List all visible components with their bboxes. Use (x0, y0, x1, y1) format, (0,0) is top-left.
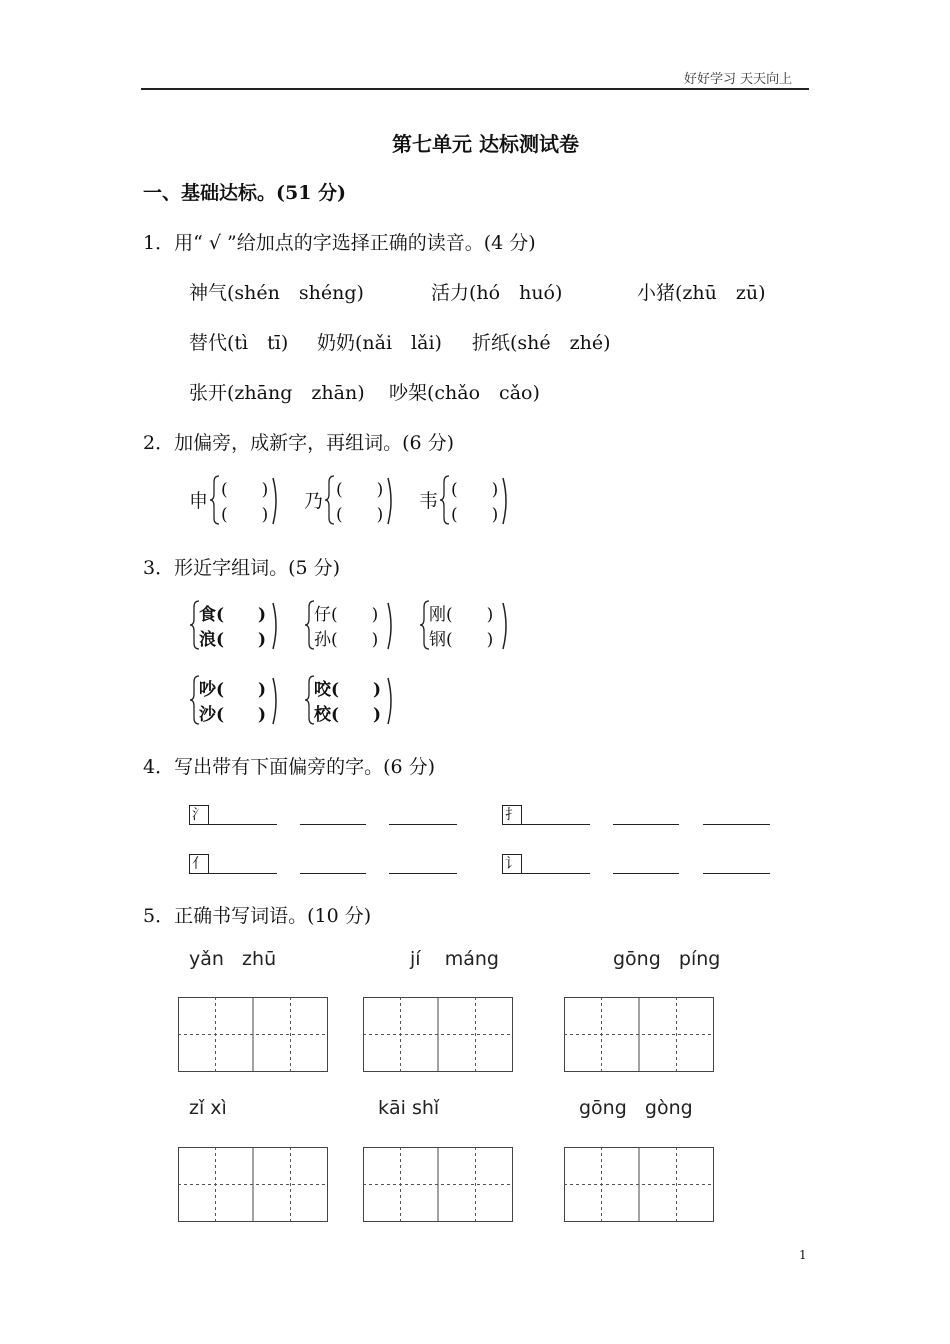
q1-row-3 (189, 378, 540, 405)
question-number: 4． (143, 756, 175, 778)
reading-item: 张开(zhāng zhān) (189, 382, 365, 404)
question-text: 写出带有下面偏旁的字。(6 分) (174, 756, 436, 778)
word-slot: 沙( ) (199, 705, 267, 725)
answer-blank[interactable] (703, 824, 770, 825)
reading-item: 吵架(chǎo cǎo) (389, 382, 540, 404)
writing-grid[interactable] (564, 997, 714, 1072)
word-slot: 孙( ) (314, 630, 379, 650)
answer-blank[interactable] (209, 824, 277, 825)
page-number: 1 (799, 1248, 807, 1262)
reading-item: 神气(shén shéng) (189, 282, 364, 304)
writing-grid[interactable] (178, 997, 328, 1072)
word-slot: 咬( ) (314, 680, 382, 700)
question-number: 2． (143, 432, 175, 454)
left-brace-icon (324, 474, 336, 526)
pinyin-prompt: gōng gòng (579, 1097, 693, 1119)
reading-item: 活力(hó huó) (431, 282, 563, 304)
answer-blank[interactable] (522, 824, 590, 825)
right-paren-icon (386, 601, 396, 651)
question-5 (143, 901, 371, 928)
right-paren-icon (386, 676, 396, 726)
left-brace-icon (439, 474, 451, 526)
q1-row-2 (189, 328, 611, 355)
q2-item (189, 474, 289, 526)
right-paren-icon (501, 476, 511, 526)
word-slot: 浪( ) (199, 630, 267, 650)
q3-group (419, 599, 519, 651)
blank-slot: ( ) (451, 480, 499, 500)
reading-item: 替代(tì tī) (189, 332, 289, 354)
answer-blank[interactable] (613, 873, 679, 874)
blank-slot: ( ) (221, 505, 269, 525)
q3-group (189, 674, 289, 726)
pinyin-prompt: jí máng (410, 948, 499, 970)
radical-box: 亻 (189, 854, 209, 874)
question-text: 正确书写词语。(10 分) (174, 905, 372, 927)
base-char: 韦 (419, 490, 439, 512)
reading-item: 折纸(shé zhé) (472, 332, 611, 354)
word-slot: 校( ) (314, 705, 382, 725)
pinyin-prompt: zǐ xì (189, 1097, 227, 1119)
question-4 (143, 752, 435, 779)
right-paren-icon (501, 601, 511, 651)
question-3 (143, 553, 340, 580)
blank-slot: ( ) (336, 480, 384, 500)
question-number: 3． (143, 557, 175, 579)
writing-grid[interactable] (363, 1147, 513, 1222)
question-text: 形近字组词。(5 分) (174, 557, 341, 579)
answer-blank[interactable] (613, 824, 679, 825)
radical-box: 讠 (502, 854, 522, 874)
word-slot: 仔( ) (314, 605, 379, 625)
answer-blank[interactable] (522, 873, 590, 874)
word-slot: 钢( ) (429, 630, 494, 650)
reading-item: 小猪(zhū zū) (637, 282, 766, 304)
right-paren-icon (271, 601, 281, 651)
answer-blank[interactable] (300, 824, 366, 825)
blank-slot: ( ) (336, 505, 384, 525)
section-heading: 一、基础达标。(51 分) (143, 182, 347, 204)
word-slot: 刚( ) (429, 605, 494, 625)
answer-blank[interactable] (389, 824, 457, 825)
answer-blank[interactable] (389, 873, 457, 874)
q3-group (189, 599, 289, 651)
question-number: 1． (143, 232, 175, 254)
q1-row-1 (189, 278, 766, 305)
blank-slot: ( ) (451, 505, 499, 525)
blank-slot: ( ) (221, 480, 269, 500)
radical-box: 扌 (502, 805, 522, 825)
question-2 (143, 428, 454, 455)
question-number: 5． (143, 905, 175, 927)
answer-blank[interactable] (703, 873, 770, 874)
word-slot: 吵( ) (199, 680, 267, 700)
right-paren-icon (386, 476, 396, 526)
radical-box: 氵 (189, 805, 209, 825)
word-slot: 食( ) (199, 605, 267, 625)
base-char: 乃 (304, 490, 324, 512)
writing-grid[interactable] (363, 997, 513, 1072)
q2-item (419, 474, 519, 526)
left-brace-icon (209, 474, 221, 526)
q2-item (304, 474, 404, 526)
header-motto: 好好学习 天天向上 (684, 72, 793, 87)
pinyin-prompt: gōng píng (613, 948, 721, 970)
writing-grid[interactable] (564, 1147, 714, 1222)
answer-blank[interactable] (209, 873, 277, 874)
writing-grid[interactable] (178, 1147, 328, 1222)
right-paren-icon (271, 476, 281, 526)
question-text: 用“ √ ”给加点的字选择正确的读音。(4 分) (174, 232, 536, 254)
right-paren-icon (271, 676, 281, 726)
question-text: 加偏旁，成新字，再组词。(6 分) (174, 432, 455, 454)
question-1 (143, 228, 536, 255)
pinyin-prompt: kāi shǐ (378, 1097, 440, 1119)
page-title: 第七单元 达标测试卷 (392, 132, 579, 156)
q3-group (304, 599, 404, 651)
q3-group (304, 674, 404, 726)
reading-item: 奶奶(nǎi lǎi) (317, 332, 442, 354)
header-rule (141, 88, 809, 90)
pinyin-prompt: yǎn zhū (189, 948, 277, 970)
answer-blank[interactable] (300, 873, 366, 874)
base-char: 申 (189, 490, 209, 512)
